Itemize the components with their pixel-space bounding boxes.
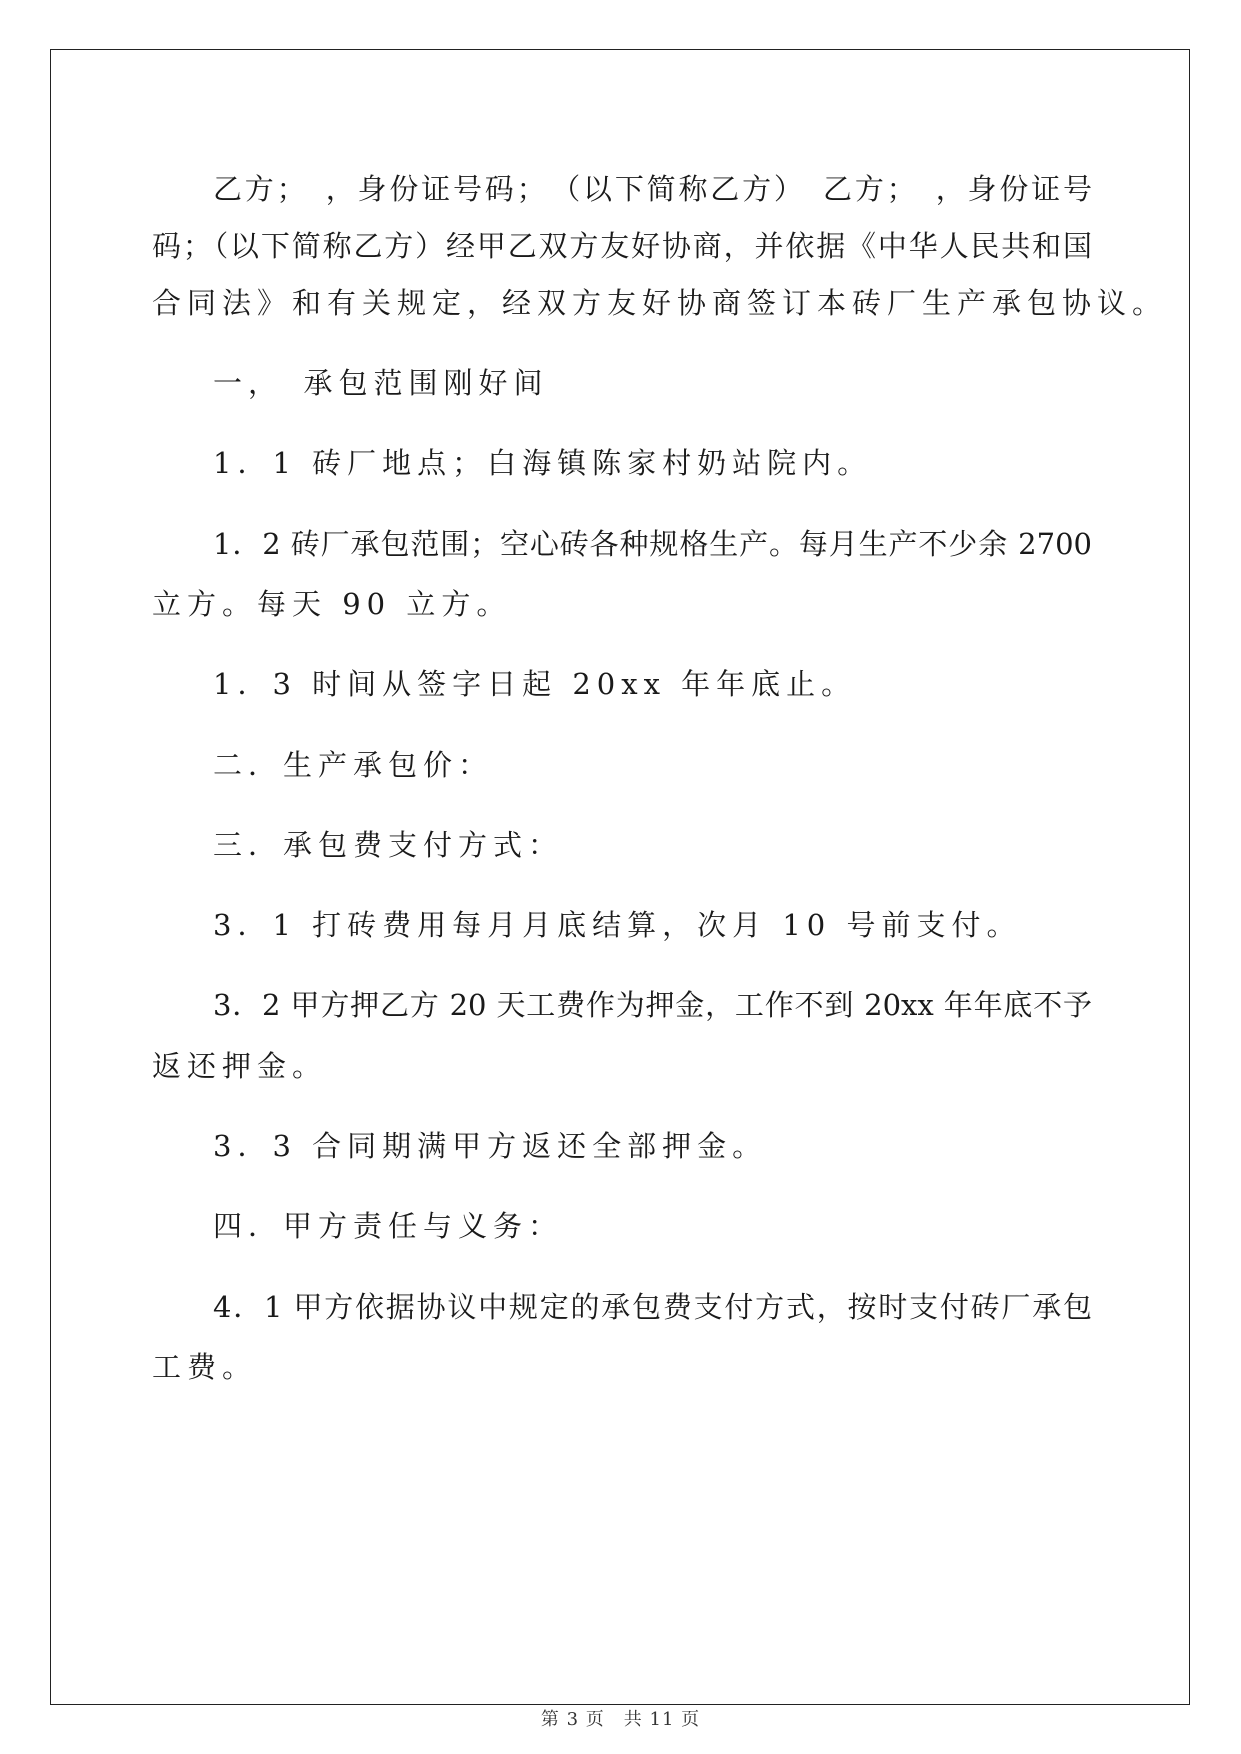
- paragraph-line: 1．3 时间从签字日起 20xx 年年底止。: [213, 667, 857, 701]
- section-heading: 四．甲方责任与义务：: [213, 1209, 564, 1243]
- paragraph-line: 返还押金。: [152, 1049, 328, 1083]
- page-number-footer: 第 3 页 共 11 页: [540, 1709, 701, 1730]
- paragraph-line: 1．1 砖厂地点；白海镇陈家村奶站院内。: [213, 446, 873, 480]
- paragraph-line: 3．2 甲方押乙方 20 天工费作为押金，工作不到 20xx 年年底不予: [213, 988, 1092, 1022]
- paragraph-line: 乙方； ，身份证号码； （以下简称乙方） 乙方； ，身份证号: [213, 172, 1092, 206]
- section-heading: 二．生产承包价：: [213, 748, 494, 782]
- paragraph-line: 3．3 合同期满甲方返还全部押金。: [213, 1129, 768, 1163]
- paragraph-line: 1．2 砖厂承包范围；空心砖各种规格生产。每月生产不少余 2700: [213, 527, 1092, 561]
- paragraph-line: 4．1 甲方依据协议中规定的承包费支付方式，按时支付砖厂承包: [213, 1290, 1092, 1324]
- section-heading: 一， 承包范围刚好间: [213, 366, 549, 400]
- section-heading: 三．承包费支付方式：: [213, 828, 564, 862]
- paragraph-line: 工费。: [152, 1350, 258, 1384]
- paragraph-line: 3．1 打砖费用每月月底结算，次月 10 号前支付。: [213, 908, 1022, 942]
- paragraph-line: 码；（以下简称乙方）经甲乙双方友好协商，并依据《中华人民共和国: [152, 229, 1092, 263]
- paragraph-line: 立方。每天 90 立方。: [152, 587, 512, 621]
- paragraph-line: 合同法》和有关规定，经双方友好协商签订本砖厂生产承包协议。: [152, 286, 1168, 320]
